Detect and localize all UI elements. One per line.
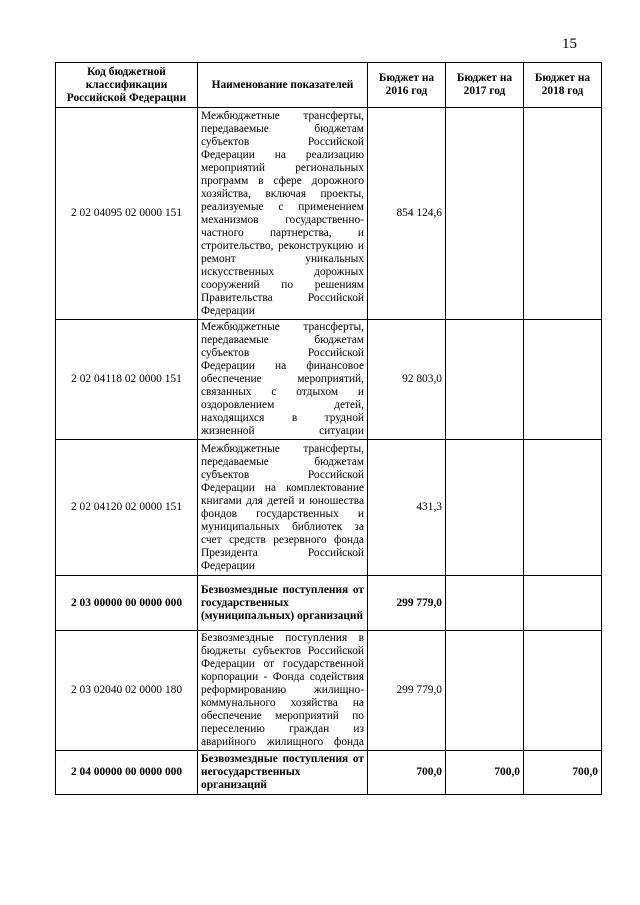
header-2018: Бюджет на 2018 год (524, 63, 602, 108)
row-value-2018 (524, 576, 602, 631)
header-name: Наименование показателей (198, 63, 368, 108)
page-number: 15 (562, 36, 577, 52)
header-row (56, 63, 602, 108)
row-name: Межбюджетные трансферты, передаваемые бюджетам субъектов Российской Федерации на комплектование книгами для детей и юношества фондов государственных и муниципальных библиотек за счет средств резервного фонда Президента Российской Федерации (198, 440, 368, 576)
row-value-2018 (524, 108, 602, 320)
row-value-2016: 700,0 (368, 751, 446, 795)
table-row (56, 320, 602, 440)
row-value-2016: 92 803,0 (368, 320, 446, 440)
budget-table (55, 62, 602, 795)
header-2016: Бюджет на 2016 год (368, 63, 446, 108)
row-value-2016: 854 124,6 (368, 108, 446, 320)
table-row (56, 440, 602, 576)
header-code: Код бюджетной классификации Российской Федерации (56, 63, 198, 108)
row-code: 2 02 04120 02 0000 151 (56, 440, 198, 576)
row-code: 2 02 04118 02 0000 151 (56, 320, 198, 440)
row-value-2017: 700,0 (446, 751, 524, 795)
row-value-2017 (446, 320, 524, 440)
row-code: 2 04 00000 00 0000 000 (56, 751, 198, 795)
header-2017: Бюджет на 2017 год (446, 63, 524, 108)
row-value-2018 (524, 320, 602, 440)
table-row (56, 576, 602, 631)
table-row (56, 631, 602, 751)
row-value-2018: 700,0 (524, 751, 602, 795)
row-name: Межбюджетные трансферты, передаваемые бюджетам субъектов Российской Федерации на финансовое обеспечение мероприятий, связанных с отдыхом и оздоровлением детей, находящихся в трудной жизненной ситуации (198, 320, 368, 440)
row-value-2017 (446, 108, 524, 320)
row-value-2016: 299 779,0 (368, 631, 446, 751)
row-value-2017 (446, 631, 524, 751)
row-code: 2 02 04095 02 0000 151 (56, 108, 198, 320)
row-value-2017 (446, 440, 524, 576)
row-name: Межбюджетные трансферты, передаваемые бюджетам субъектов Российской Федерации на реализацию мероприятий региональных программ в сфере дорожного хозяйства, включая проекты, реализуемые с применением механизмов государственно-частного партнерства, и строительство, реконструкцию и ремонт уникальных искусственных дорожных сооружений по решениям Правительства Российской Федерации (198, 108, 368, 320)
row-name: Безвозмездные поступления от государственных (муниципальных) организаций (198, 576, 368, 631)
row-code: 2 03 02040 02 0000 180 (56, 631, 198, 751)
row-value-2017 (446, 576, 524, 631)
row-value-2016: 431,3 (368, 440, 446, 576)
row-name: Безвозмездные поступления от негосударственных организаций (198, 751, 368, 795)
table-row (56, 108, 602, 320)
row-value-2016: 299 779,0 (368, 576, 446, 631)
row-code: 2 03 00000 00 0000 000 (56, 576, 198, 631)
row-value-2018 (524, 631, 602, 751)
row-name: Безвозмездные поступления в бюджеты субъектов Российской Федерации от государственной корпорации - Фонда содействия реформированию жилищно-коммунального хозяйства на обеспечение мероприятий по переселению граждан из аварийного жилищного фонда (198, 631, 368, 751)
row-value-2018 (524, 440, 602, 576)
table-row (56, 751, 602, 795)
